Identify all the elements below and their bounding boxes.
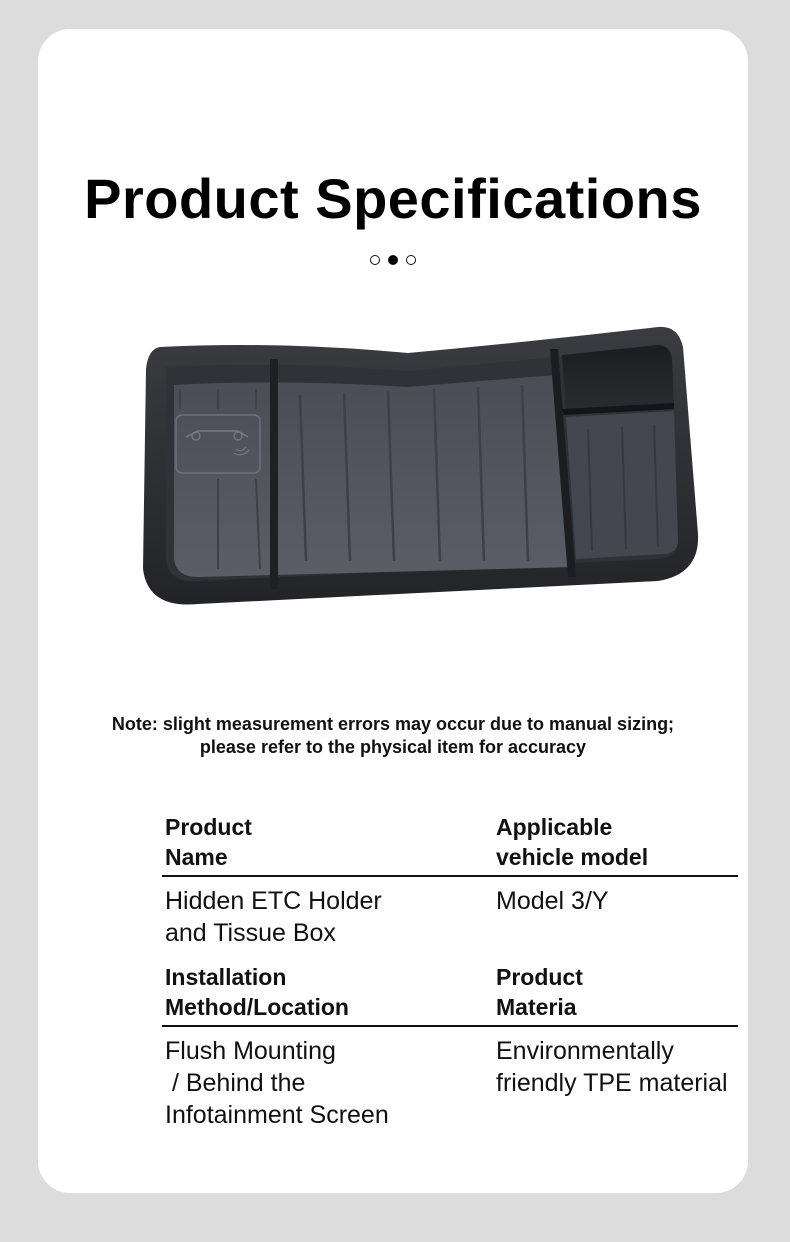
carousel-dot-2-active[interactable] <box>388 255 398 265</box>
spec-label-line: Product <box>165 814 252 840</box>
carousel-dot-3[interactable] <box>406 255 416 265</box>
divider <box>162 1025 738 1027</box>
spec-value-line: Environmentally <box>496 1036 674 1065</box>
spec-label-line: Applicable <box>496 814 613 840</box>
spec-value-row <box>162 885 738 949</box>
spec-value-line: and Tissue Box <box>165 918 336 947</box>
carousel-dot-1[interactable] <box>370 255 380 265</box>
spec-label-line: Installation <box>165 964 287 990</box>
spec-label-product-name <box>162 812 496 872</box>
spec-value-line: Hidden ETC Holder <box>165 886 382 915</box>
spec-label-line: Product <box>496 964 583 990</box>
measurement-note: Note: slight measurement errors may occur due to manual sizing; please refer to the physical item for accuracy <box>111 714 675 757</box>
spec-value-line: friendly TPE material <box>496 1068 728 1097</box>
spec-value-line: / Behind the <box>165 1068 306 1097</box>
spec-value-product-name <box>162 885 496 949</box>
spec-value-line: Model 3/Y <box>496 886 609 915</box>
spec-value-material <box>496 1035 738 1131</box>
spec-value-vehicle-model <box>496 885 738 949</box>
carousel-indicator <box>38 255 748 265</box>
spec-value-line: Flush Mounting <box>165 1036 336 1065</box>
divider <box>162 875 738 877</box>
spec-label-material <box>496 962 738 1022</box>
page-title: Product Specifications <box>84 167 702 230</box>
spec-label-line: vehicle model <box>496 844 649 870</box>
spec-label-line: Method/Location <box>165 994 349 1020</box>
spec-value-installation <box>162 1035 496 1131</box>
spec-label-installation <box>162 962 496 1022</box>
spec-block-2 <box>162 962 738 1131</box>
spec-label-line: Name <box>165 844 228 870</box>
spec-card <box>38 29 748 1193</box>
product-image-tray <box>138 319 708 614</box>
spec-label-line: Materia <box>496 994 577 1020</box>
spec-header-row <box>162 962 738 1022</box>
spec-label-vehicle-model <box>496 812 738 872</box>
spec-value-line: Infotainment Screen <box>165 1100 389 1129</box>
spec-value-row <box>162 1035 738 1131</box>
spec-block-1 <box>162 812 738 949</box>
spec-header-row <box>162 812 738 872</box>
